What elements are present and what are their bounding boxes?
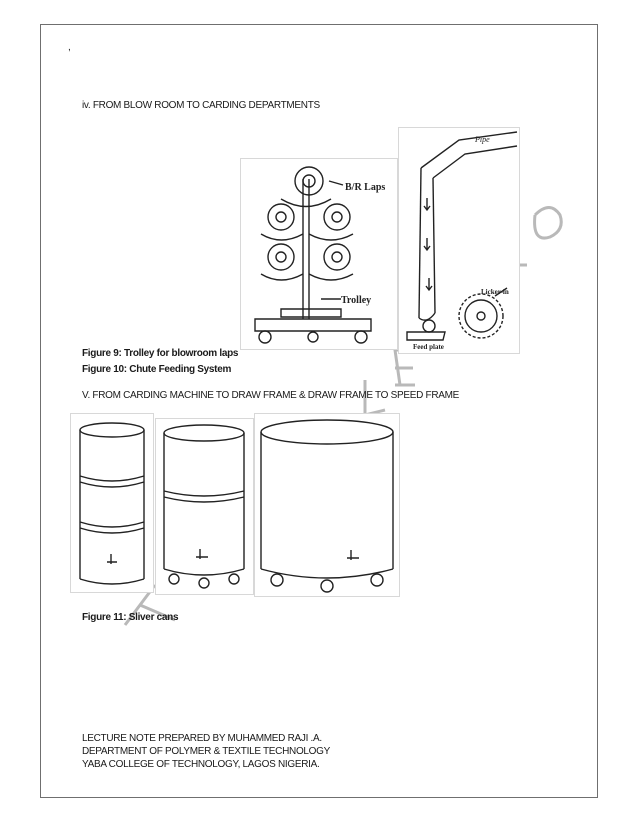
figure10-label-lickerin: Licker-in [481, 288, 509, 296]
figure10-caption: Figure 10: Chute Feeding System [82, 364, 232, 375]
figure10-chute-illustration [398, 127, 520, 354]
figure9-caption: Figure 9: Trolley for blowroom laps [82, 348, 239, 359]
figure9-label-trolley: Trolley [341, 295, 372, 306]
figure9-trolley-illustration [240, 158, 398, 350]
figure10-label-feedplate: Feed plate [413, 343, 444, 351]
footer-line1: LECTURE NOTE PREPARED BY MUHAMMED RAJI .A. [82, 733, 322, 744]
figure11-can-small [70, 413, 154, 593]
figure11-can-large [254, 413, 400, 597]
footer-line3: YABA COLLEGE OF TECHNOLOGY, LAGOS NIGERIA. [82, 759, 320, 770]
figure11-can-medium [155, 418, 254, 595]
figure11-caption: Figure 11: Sliver cans [82, 612, 179, 623]
footer [82, 732, 330, 771]
figure10-label-pipe: Pipe [475, 135, 490, 144]
section-iv-heading: iv. FROM BLOW ROOM TO CARDING DEPARTMENTS [82, 100, 320, 111]
header-mark: , [68, 42, 71, 53]
footer-line2: DEPARTMENT OF POLYMER & TEXTILE TECHNOLOGY [82, 746, 331, 757]
figure9-label-bl: B/R Laps [345, 182, 386, 193]
section-v-heading: V. FROM CARDING MACHINE TO DRAW FRAME & DRAW FRAME TO SPEED FRAME [82, 390, 460, 401]
